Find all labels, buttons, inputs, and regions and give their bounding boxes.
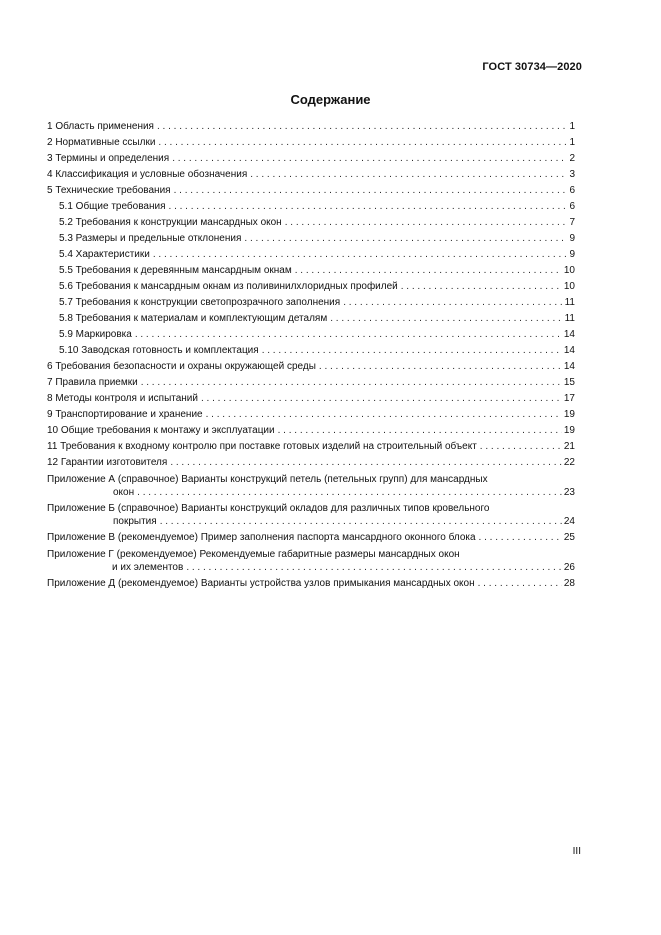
toc-entry-page: 3 — [569, 169, 575, 180]
leader-dots — [160, 515, 562, 528]
page-number: III — [572, 846, 581, 857]
toc-appendix-entry[interactable] — [47, 530, 575, 546]
toc-entry[interactable] — [47, 375, 575, 391]
toc-entry-text: 5.7 Требования к конструкции светопрозрачного заполнения — [59, 297, 341, 308]
toc-entry[interactable] — [47, 423, 575, 439]
toc-subentry[interactable] — [47, 215, 575, 231]
leader-dots — [295, 263, 562, 279]
toc-entry-text: 5.2 Требования к конструкции мансардных окон — [59, 217, 282, 228]
leader-dots — [135, 327, 562, 343]
leader-dots — [250, 167, 567, 183]
toc-subentry[interactable] — [47, 327, 575, 343]
toc-entry-page: 26 — [563, 562, 575, 573]
toc-entry-page: 28 — [563, 578, 575, 589]
toc-entry-text: 5.5 Требования к деревянным мансардным окнам — [59, 265, 292, 276]
toc-entry-page: 9 — [569, 249, 575, 260]
document-id: ГОСТ 30734—2020 — [482, 61, 582, 73]
leader-dots — [170, 455, 562, 471]
leader-dots — [285, 215, 568, 231]
toc-subentry[interactable] — [47, 279, 575, 295]
toc-entry[interactable] — [47, 455, 575, 471]
toc-entry-text: 5.10 Заводская готовность и комплектация — [59, 345, 259, 356]
leader-dots — [244, 231, 567, 247]
toc-entry-page: 1 — [569, 137, 575, 148]
toc-entry-page: 7 — [569, 217, 575, 228]
toc-title: Содержание — [290, 92, 371, 107]
toc-entry-text: 4 Классификация и условные обозначения — [47, 169, 248, 180]
toc-entry-text: 5.4 Характеристики — [59, 249, 150, 260]
toc-entry-page: 22 — [563, 457, 575, 468]
toc-entry-page: 23 — [563, 487, 575, 498]
toc-subentry[interactable] — [47, 199, 575, 215]
toc-entry-text: Приложение Г (рекомендуемое) Рекомендуемые габаритные размеры мансардных окон — [47, 549, 460, 560]
leader-dots — [169, 199, 568, 215]
toc-entry-text-cont: и их элементов — [112, 562, 184, 573]
toc-entry-page: 10 — [563, 281, 575, 292]
leader-dots — [172, 151, 567, 167]
toc-entry-text-cont: окон — [113, 487, 135, 498]
toc-entry-page: 11 — [564, 313, 575, 324]
leader-dots — [141, 375, 562, 391]
leader-dots — [186, 561, 562, 574]
toc-entry-page: 10 — [563, 265, 575, 276]
leader-dots — [157, 119, 567, 135]
toc-entry-page: 24 — [563, 516, 575, 527]
toc-entry-page: 2 — [569, 153, 575, 164]
toc-entry-page: 17 — [563, 393, 575, 404]
toc-entry-page: 6 — [569, 185, 575, 196]
leader-dots — [278, 423, 562, 439]
toc-entry[interactable] — [47, 407, 575, 423]
toc-entry-page: 9 — [569, 233, 575, 244]
toc-entry-page: 6 — [569, 201, 575, 212]
toc-appendix-entry[interactable] — [47, 473, 575, 500]
toc-entry-text: 5.6 Требования к мансардным окнам из поливинилхлоридных профилей — [59, 281, 398, 292]
toc-entry-page: 1 — [569, 121, 575, 132]
toc-entry-page: 19 — [563, 425, 575, 436]
toc-entry-text: 7 Правила приемки — [47, 377, 138, 388]
toc-entry-text: 6 Требования безопасности и охраны окружающей среды — [47, 361, 316, 372]
leader-dots — [262, 343, 562, 359]
toc-entry-page: 19 — [563, 409, 575, 420]
toc-entry-text: Приложение А (справочное) Варианты конструкций петель (петельных групп) для мансардных — [47, 474, 488, 485]
leader-dots — [174, 183, 568, 199]
toc-entry-text: 5.3 Размеры и предельные отклонения — [59, 233, 242, 244]
leader-dots — [153, 247, 568, 263]
toc-entry-page: 14 — [563, 329, 575, 340]
leader-dots — [401, 279, 562, 295]
toc-entry[interactable] — [47, 135, 575, 151]
toc-entry[interactable] — [47, 391, 575, 407]
leader-dots — [479, 530, 562, 546]
toc-entry[interactable] — [47, 183, 575, 199]
toc-entry-text: Приложение Б (справочное) Варианты конструкций окладов для различных типов кровельного — [47, 503, 490, 514]
leader-dots — [319, 359, 562, 375]
toc-entry-text: 3 Термины и определения — [47, 153, 170, 164]
toc-entry-page: 11 — [564, 297, 575, 308]
table-of-contents — [47, 119, 575, 592]
leader-dots — [330, 311, 562, 327]
leader-dots — [137, 486, 562, 499]
leader-dots — [343, 295, 562, 311]
toc-subentry[interactable] — [47, 295, 575, 311]
toc-subentry[interactable] — [47, 231, 575, 247]
leader-dots — [480, 439, 562, 455]
toc-entry-text: 5.8 Требования к материалам и комплектующим деталям — [59, 313, 328, 324]
toc-appendix-entry[interactable] — [47, 548, 575, 575]
toc-entry[interactable] — [47, 167, 575, 183]
toc-entry-text: 10 Общие требования к монтажу и эксплуатации — [47, 425, 275, 436]
toc-entry-text-cont: покрытия — [113, 516, 157, 527]
toc-entry-text: 11 Требования к входному контролю при поставке готовых изделий на строительный объект — [47, 441, 477, 452]
toc-entry-text: Приложение В (рекомендуемое) Пример заполнения паспорта мансардного оконного блока — [47, 532, 476, 543]
toc-entry-page: 14 — [563, 361, 575, 372]
toc-entry-text: Приложение Д (рекомендуемое) Варианты устройства узлов примыкания мансардных окон — [47, 578, 475, 589]
toc-subentry[interactable] — [47, 263, 575, 279]
leader-dots — [158, 135, 567, 151]
toc-entry-text: 9 Транспортирование и хранение — [47, 409, 203, 420]
leader-dots — [478, 576, 562, 592]
toc-entry-page: 25 — [563, 532, 575, 543]
toc-entry-text: 5.1 Общие требования — [59, 201, 166, 212]
toc-appendix-entry[interactable] — [47, 502, 575, 529]
toc-appendix-entry[interactable] — [47, 576, 575, 592]
toc-subentry[interactable] — [47, 343, 575, 359]
toc-entry-text: 12 Гарантии изготовителя — [47, 457, 168, 468]
leader-dots — [201, 391, 562, 407]
toc-entry[interactable] — [47, 119, 575, 135]
toc-entry-text: 5 Технические требования — [47, 185, 171, 196]
toc-subentry[interactable] — [47, 311, 575, 327]
toc-entry-page: 15 — [563, 377, 575, 388]
toc-entry-text: 5.9 Маркировка — [59, 329, 132, 340]
toc-entry-page: 14 — [563, 345, 575, 356]
leader-dots — [206, 407, 562, 423]
toc-entry-text: 1 Область применения — [47, 121, 154, 132]
toc-subentry[interactable] — [47, 247, 575, 263]
toc-entry-text: 8 Методы контроля и испытаний — [47, 393, 198, 404]
toc-entry-text: 2 Нормативные ссылки — [47, 137, 156, 148]
toc-entry[interactable] — [47, 151, 575, 167]
toc-entry-page: 21 — [563, 441, 575, 452]
toc-entry[interactable] — [47, 359, 575, 375]
toc-entry[interactable] — [47, 439, 575, 455]
